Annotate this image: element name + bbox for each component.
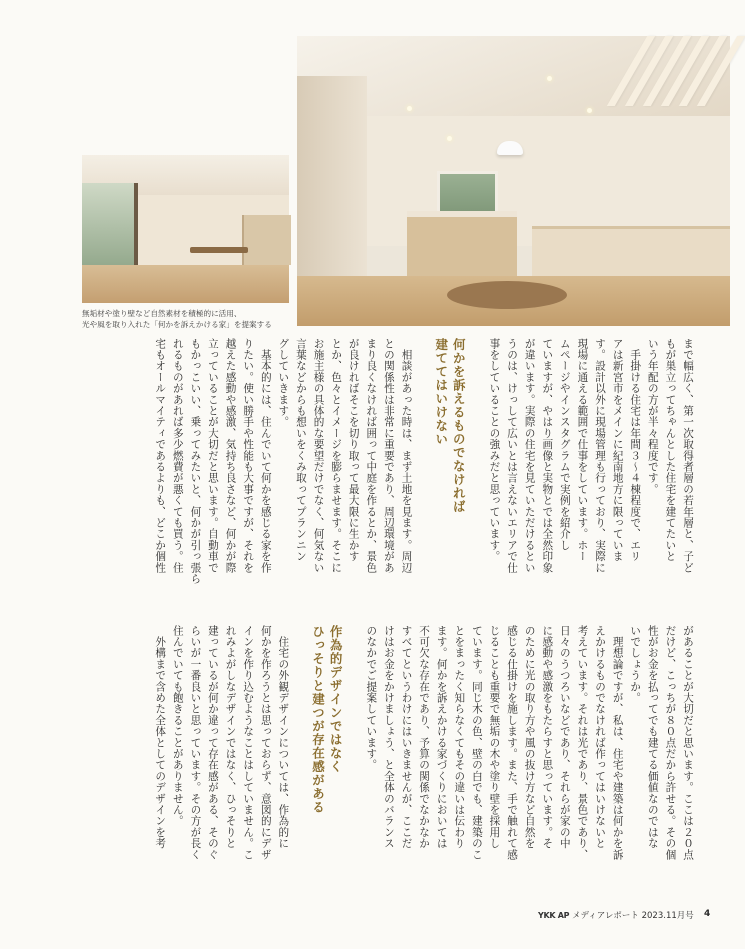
text-column: いう年配の方が半々程度です。 — [646, 338, 659, 495]
text-column: ます。何かを訴えかける家づくりにおいては — [435, 625, 448, 849]
text-column: 宅もオールマイティであるよりも、どこか個性 — [154, 338, 167, 574]
text-column: 手掛ける住宅は年間３～４棟程度で、エリ — [629, 338, 642, 562]
text-column: があることが大切だと思います。ここは２０点 — [682, 625, 694, 861]
ykk-ap-logo: YKK AP — [538, 911, 570, 920]
text-column: 理想論ですが、私は、住宅や建築は何かを訴 — [611, 625, 624, 861]
text-column: 不可欠な存在であり、予算の関係でなかなか — [418, 625, 431, 849]
text-column: れるものがあれば多少燃費が悪くても買う。住 — [171, 338, 184, 574]
text-column: のために光の取り方や風の抜け方など自然を — [523, 625, 536, 849]
caption-line-2: 光や風を取り入れた「何かを訴えかける家」を提案する — [82, 320, 272, 329]
text-column: に感動や感激をもたらすと思っています。そ — [541, 625, 554, 849]
text-column: 事をしていることの強みだと思っています。 — [488, 338, 501, 562]
text-column: だけど、こっちが８０点だから許せる。その個 — [664, 625, 677, 861]
text-column: 性がお金を払ってでも建てる価値なのではな — [646, 625, 659, 849]
text-column: 現場に通える範囲で仕事をしています。ホー — [576, 338, 589, 562]
text-column: 日々のうつろいなどであり、それらが家の中 — [558, 625, 571, 849]
living-kitchen-photo — [297, 36, 730, 326]
text-column: 立っていることが大切だと思います。自動車で — [206, 338, 219, 574]
text-column: 基本的には、住んでいて何かを感じる家を作 — [259, 338, 272, 574]
text-column: とをまったく知らなくてもその違いは伝わり — [453, 625, 466, 849]
text-column: 言葉などからも想いをくみ取ってプランニン — [294, 338, 307, 562]
text-column: りたい。使い勝手や性能も大事ですが、それを — [242, 338, 255, 574]
text-column: えかけるものでなければ作ってはいけないと — [594, 625, 607, 849]
text-column: グしていきます。 — [277, 338, 290, 428]
text-column: が良ければそこを切り取って最大限に生かす — [347, 338, 360, 562]
text-column: 住宅の外観デザインについては、作為的に — [277, 625, 290, 849]
text-column: まで幅広く、第一次取得者層の若年層と、子ど — [682, 338, 694, 574]
text-column: 何かを作ろうとは思っておらず、意図的にデザ — [259, 625, 272, 861]
page-number: 4 — [704, 909, 711, 919]
text-column: まり良くなければ囲って中庭を作るとか、景色 — [365, 338, 378, 574]
text-column — [291, 625, 309, 895]
text-column: すべてというわけにはいきませんが、ここだ — [400, 625, 413, 849]
section-heading: 建ててはいけない — [433, 338, 449, 446]
text-column: らいが一番良いと思っています。その方が長く — [189, 625, 202, 861]
text-column: 外構まで含めた全体としてのデザインを考 — [154, 625, 167, 849]
text-column: もかっこいい、乗ってみたいと、何かが引っ張ら — [189, 338, 202, 585]
text-column: 相談があった時は、まず土地を見ます。周辺 — [400, 338, 413, 574]
text-column: じることも重要で無垢の木や塗り壁を採用し — [488, 625, 501, 849]
text-column: す。設計以外に現場管理も行っており、実際に — [594, 338, 607, 574]
text-column — [467, 338, 485, 600]
section-heading: 何かを訴えるものでなければ — [451, 338, 467, 514]
publication-name: メディアレポート 2023.11月号 — [571, 911, 694, 921]
text-column: 越えた感動や感激、気持ち良さなど、何かが際 — [224, 338, 237, 574]
lower-text-block — [82, 625, 696, 895]
text-column: うのは、けっして広いとは言えないエリアで仕 — [506, 338, 519, 574]
section-heading: 作為的デザインではなく — [328, 625, 344, 774]
text-column: けはお金をかけましょう、と全体のバランス — [382, 625, 395, 849]
text-column — [415, 338, 433, 600]
text-column: との関係性は非常に重要であり、周辺環境があ — [382, 338, 395, 574]
text-column: とか、色々とイメージを膨らませます。そこに — [330, 338, 343, 574]
text-column: アは新宮市をメインに紀南地方に限っていま — [611, 338, 624, 562]
footer — [538, 909, 718, 923]
photo-caption — [82, 308, 297, 330]
text-column: 建っているが何か違って存在感がある、そのぐ — [206, 625, 219, 861]
text-column: のなかでご提案しています。 — [365, 625, 378, 771]
caption-line-1: 無垢材や塗り壁など自然素材を積極的に活用、 — [82, 309, 242, 318]
text-column: が違います。実際の住宅を見ていただけるとい — [523, 338, 536, 574]
text-column: ムページやインスタグラムで実例を紹介し — [558, 338, 571, 551]
section-heading: ひっそりと建つが存在感がある — [310, 625, 326, 814]
text-column: 住んでいても飽きることがありません。 — [171, 625, 184, 827]
text-column: 感じる仕掛けを施します。また、手で触れて感 — [506, 625, 519, 861]
text-column: いでしょうか。 — [629, 625, 642, 704]
text-column: れみよがしなデザインではなく、ひっそりと — [224, 625, 237, 849]
text-column: もが巣立ってちゃんとした住宅を建てたいと — [664, 338, 677, 562]
text-column: ていますが、やはり画像と実物とでは全然印象 — [541, 338, 554, 574]
text-column: インを作り込むようなことはしていません。こ — [242, 625, 255, 861]
text-column: ています。同じ木の色、壁の白でも、建築のこ — [470, 625, 483, 861]
text-column — [344, 625, 362, 895]
upper-text-block — [154, 338, 696, 600]
dining-room-photo — [82, 155, 289, 303]
text-column: お施主様の具体的な要望だけでなく、何気ない — [312, 338, 325, 574]
text-column: 考えています。それは光であり、景色であり、 — [576, 625, 589, 861]
